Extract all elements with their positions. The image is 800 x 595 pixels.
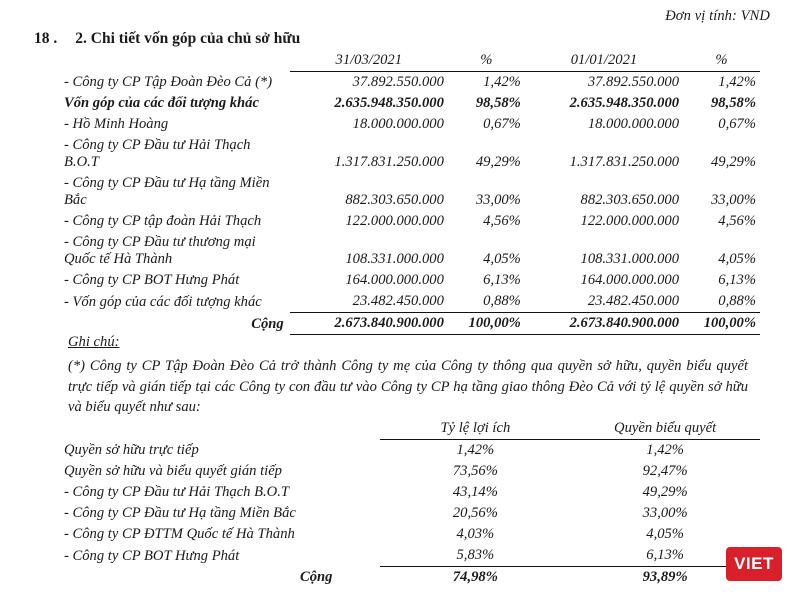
row-label: - Công ty CP Đầu tư Hạ tầng Miền Bắc xyxy=(64,505,296,521)
row-value-current: 37.892.550.000 xyxy=(352,74,444,90)
row-value-current: 108.331.000.000 xyxy=(345,251,444,267)
row-interest-ratio: 73,56% xyxy=(452,463,498,479)
table-total-row xyxy=(60,313,760,335)
row-percent-opening: 0,88% xyxy=(718,293,756,309)
row-percent-opening: 4,05% xyxy=(718,251,756,267)
row-value-current: 18.000.000.000 xyxy=(352,116,444,132)
row-voting-rights: 49,29% xyxy=(642,484,688,500)
row-label: - Công ty CP Tập Đoàn Đèo Cả (*) xyxy=(64,74,273,90)
unit-note: Đơn vị tính: VND xyxy=(665,8,770,24)
header-voting-rights: Quyền biểu quyết xyxy=(570,418,760,440)
row-percent-current: 4,56% xyxy=(483,213,521,229)
row-percent-current: 33,00% xyxy=(475,192,521,208)
section-number: 18 . xyxy=(34,30,58,47)
row-voting-rights: 33,00% xyxy=(642,505,688,521)
total-label: Cộng xyxy=(300,569,333,585)
row-percent-opening: 33,00% xyxy=(711,192,756,208)
row-percent-current: 49,29% xyxy=(475,154,521,170)
table-row xyxy=(60,524,760,545)
table-row xyxy=(60,114,760,135)
row-voting-rights: 1,42% xyxy=(646,442,684,458)
row-value-opening: 164.000.000.000 xyxy=(580,272,680,288)
table-row xyxy=(60,503,760,524)
table-row xyxy=(60,72,760,94)
table-row xyxy=(60,93,760,114)
table-row xyxy=(60,291,760,313)
row-percent-current: 6,13% xyxy=(483,272,521,288)
table-row xyxy=(60,173,760,211)
row-value-current: 2.635.948.350.000 xyxy=(334,95,444,111)
row-label: - Công ty CP Đầu tư thương mại Quốc tế Hà Thành xyxy=(64,234,256,267)
header-interest-ratio: Tỷ lệ lợi ích xyxy=(380,418,570,440)
row-percent-current: 0,67% xyxy=(483,116,521,132)
row-value-current: 164.000.000.000 xyxy=(345,272,444,288)
row-interest-ratio: 5,83% xyxy=(456,547,495,563)
table-row xyxy=(60,482,760,503)
row-value-opening: 122.000.000.000 xyxy=(580,213,680,229)
page-title xyxy=(34,30,300,48)
row-percent-current: 98,58% xyxy=(475,95,521,111)
row-value-opening: 1.317.831.250.000 xyxy=(569,154,680,170)
row-percent-opening: 49,29% xyxy=(711,154,756,170)
row-percent-opening: 98,58% xyxy=(711,95,756,111)
row-label: - Công ty CP BOT Hưng Phát xyxy=(64,547,240,564)
table-row xyxy=(60,270,760,291)
total-interest-ratio: 74,98% xyxy=(380,567,570,589)
header-date-current: 31/03/2021 xyxy=(290,50,448,72)
watermark-logo: VIET xyxy=(726,547,782,581)
header-date-opening: 01/01/2021 xyxy=(525,50,683,72)
row-value-opening: 18.000.000.000 xyxy=(587,116,680,132)
total-value-current: 2.673.840.900.000 xyxy=(290,313,448,335)
row-value-opening: 23.482.450.000 xyxy=(587,293,680,309)
row-percent-current: 4,05% xyxy=(483,251,521,267)
table-header-row xyxy=(60,418,760,440)
row-label: - Công ty CP ĐTTM Quốc tế Hà Thành xyxy=(64,526,295,542)
row-value-current: 882.303.650.000 xyxy=(345,192,444,208)
row-label: Quyền sở hữu và biểu quyết gián tiếp xyxy=(64,463,282,479)
row-percent-opening: 4,56% xyxy=(718,213,756,229)
header-percent-current: % xyxy=(448,50,525,72)
header-blank xyxy=(60,418,380,440)
header-blank xyxy=(60,50,290,72)
row-value-current: 122.000.000.000 xyxy=(345,213,444,229)
row-label: Quyền sở hữu trực tiếp xyxy=(64,442,199,458)
header-percent-opening: % xyxy=(683,50,760,72)
table-total-row xyxy=(60,567,760,589)
row-percent-opening: 6,13% xyxy=(718,272,756,288)
row-voting-rights: 4,05% xyxy=(646,526,684,542)
table-row xyxy=(60,211,760,232)
table-header-row xyxy=(60,50,760,72)
row-percent-opening: 0,67% xyxy=(718,116,756,132)
total-voting-rights: 93,89% xyxy=(570,567,760,589)
row-value-opening: 108.331.000.000 xyxy=(580,251,680,267)
row-percent-current: 0,88% xyxy=(483,293,521,309)
table-row xyxy=(60,461,760,482)
row-interest-ratio: 20,56% xyxy=(452,505,498,521)
row-value-current: 23.482.450.000 xyxy=(352,293,444,309)
row-value-opening: 2.635.948.350.000 xyxy=(569,95,680,111)
row-label: - Công ty CP tập đoàn Hải Thạch xyxy=(64,213,262,229)
row-label: - Vốn góp của các đối tượng khác xyxy=(64,293,262,310)
total-value-opening: 2.673.840.900.000 xyxy=(525,313,683,335)
row-interest-ratio: 1,42% xyxy=(456,442,495,458)
table-row xyxy=(60,440,760,462)
ownership-ratio-table xyxy=(60,418,760,588)
total-label: Cộng xyxy=(251,315,284,332)
total-percent-current: 100,00% xyxy=(448,313,525,335)
row-label: - Công ty CP Đầu tư Hải Thạch B.O.T xyxy=(64,137,251,170)
total-percent-opening: 100,00% xyxy=(683,313,760,335)
row-percent-opening: 1,42% xyxy=(718,74,756,90)
table-row xyxy=(60,232,760,270)
table-row xyxy=(60,545,760,567)
note-label: Ghi chú: xyxy=(68,334,120,350)
row-interest-ratio: 43,14% xyxy=(452,484,498,500)
row-label: - Công ty CP Đầu tư Hạ tầng Miền Bắc xyxy=(64,175,270,208)
owner-capital-table xyxy=(60,50,760,335)
section-title: 2. Chi tiết vốn góp của chủ sở hữu xyxy=(75,30,301,47)
row-label: - Công ty CP Đầu tư Hải Thạch B.O.T xyxy=(64,484,289,500)
row-value-opening: 882.303.650.000 xyxy=(580,192,680,208)
row-label: - Hồ Minh Hoàng xyxy=(64,116,169,132)
row-label: - Công ty CP BOT Hưng Phát xyxy=(64,272,240,288)
row-value-opening: 37.892.550.000 xyxy=(587,74,680,90)
row-voting-rights: 92,47% xyxy=(642,463,688,479)
row-voting-rights: 6,13% xyxy=(646,547,684,563)
row-percent-current: 1,42% xyxy=(483,74,521,90)
table-row xyxy=(60,135,760,173)
note-body: (*) Công ty CP Tập Đoàn Đèo Cả trở thành Công ty mẹ của Công ty thông qua quyền sở hữu, quyền biểu quyết trực tiếp và gián tiếp tại các Công ty con đầu tư vào Công ty CP hạ tầng giao thông Đèo Cả với tỷ lệ quyền sở hữu và biểu quyết như sau: xyxy=(68,358,748,416)
row-label: Vốn góp của các đối tượng khác xyxy=(64,95,259,111)
row-interest-ratio: 4,03% xyxy=(456,526,495,542)
row-value-current: 1.317.831.250.000 xyxy=(334,154,444,170)
